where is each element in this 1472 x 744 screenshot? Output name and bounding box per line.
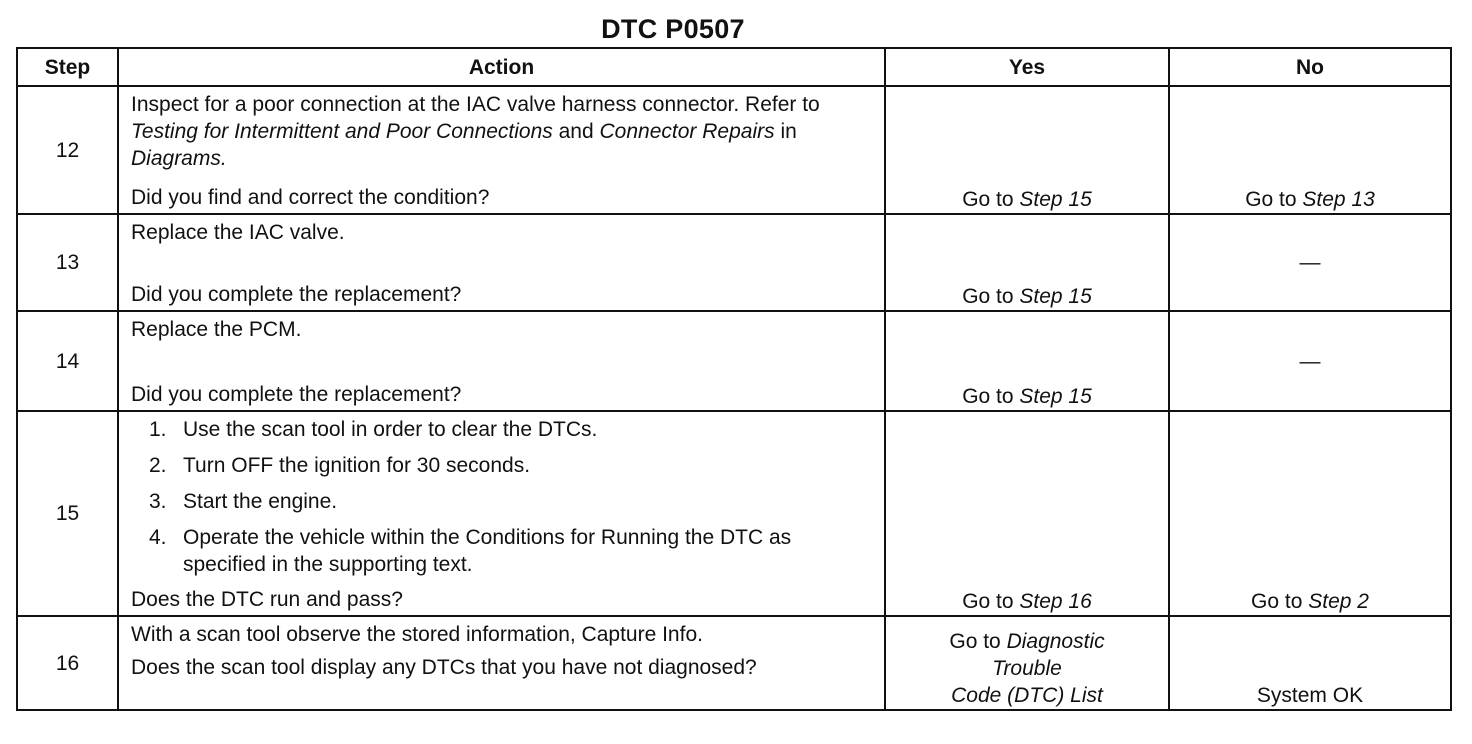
- yes-prefix: Go to: [962, 285, 1020, 308]
- substep-text: Turn OFF the ignition for 30 seconds.: [183, 454, 531, 477]
- yes-diagnostic-link[interactable]: Trouble: [992, 657, 1062, 680]
- list-item: [131, 416, 874, 443]
- action-text-intro: Inspect for a poor connection at the IAC valve harness connector. Refer to: [131, 93, 820, 116]
- action-cell: [118, 214, 885, 311]
- no-dash: —: [1299, 349, 1321, 373]
- action-cell: [118, 311, 885, 411]
- action-question: Did you find and correct the condition?: [131, 186, 490, 209]
- no-cell: [1169, 86, 1451, 214]
- reference-link[interactable]: Diagrams.: [131, 147, 227, 170]
- header-step: Step: [17, 48, 118, 86]
- substep-text: Operate the vehicle within the Conditions for Running the DTC as specified in the supporting text.: [183, 526, 792, 576]
- no-cell: [1169, 214, 1451, 311]
- list-item: [131, 452, 874, 479]
- step-number: 15: [17, 411, 118, 616]
- yes-line-1: [886, 628, 1168, 655]
- yes-cell: [885, 616, 1169, 710]
- yes-diagnostic-link[interactable]: Code (DTC) List: [951, 684, 1103, 707]
- yes-step-link[interactable]: Step 15: [1019, 385, 1092, 408]
- no-step-link[interactable]: Step 2: [1308, 590, 1369, 613]
- table-header-row: [17, 48, 1451, 86]
- reference-link[interactable]: Connector Repairs: [599, 120, 775, 143]
- table-row: [17, 616, 1451, 710]
- action-question: Did you complete the replacement?: [131, 383, 462, 406]
- action-cell: [118, 616, 885, 710]
- action-question: Does the DTC run and pass?: [131, 588, 403, 611]
- yes-prefix: Go to: [962, 590, 1020, 613]
- no-dash: —: [1299, 251, 1321, 274]
- substep-number: 3.: [149, 490, 167, 513]
- table-row: [17, 86, 1451, 214]
- yes-cell: [885, 214, 1169, 311]
- reference-link[interactable]: Testing for Intermittent and Poor Connections: [131, 120, 553, 143]
- dtc-diagnostic-table: [16, 47, 1452, 711]
- yes-line-3: [886, 682, 1168, 709]
- substep-text: Start the engine.: [183, 490, 338, 513]
- substep-text: Use the scan tool in order to clear the DTCs.: [183, 418, 598, 441]
- action-text-joiner: in: [774, 120, 797, 143]
- no-cell: [1169, 311, 1451, 411]
- step-number: 13: [17, 214, 118, 311]
- yes-cell: [885, 86, 1169, 214]
- action-text-joiner: and: [552, 120, 600, 143]
- no-cell: [1169, 616, 1451, 710]
- header-no: No: [1169, 48, 1451, 86]
- no-prefix: Go to: [1251, 590, 1309, 613]
- yes-prefix: Go to: [962, 385, 1020, 408]
- yes-line-2: [886, 655, 1168, 682]
- yes-diagnostic-link[interactable]: Diagnostic: [1006, 630, 1105, 653]
- yes-prefix: Go to: [962, 188, 1020, 211]
- yes-prefix: Go to: [949, 630, 1007, 653]
- action-cell: [118, 86, 885, 214]
- step-number: 14: [17, 311, 118, 411]
- list-item: [131, 488, 874, 515]
- table-row: [17, 214, 1451, 311]
- yes-step-link[interactable]: Step 15: [1019, 285, 1092, 308]
- step-number: 16: [17, 616, 118, 710]
- table-row: [17, 411, 1451, 616]
- list-item: [131, 524, 874, 578]
- action-text: [131, 91, 874, 172]
- header-yes: Yes: [885, 48, 1169, 86]
- action-question: Did you complete the replacement?: [131, 283, 462, 306]
- yes-cell: [885, 411, 1169, 616]
- yes-step-link[interactable]: Step 16: [1019, 590, 1092, 613]
- action-text: With a scan tool observe the stored information, Capture Info.: [131, 623, 703, 646]
- table-row: [17, 311, 1451, 411]
- no-result: System OK: [1256, 684, 1364, 707]
- substep-list: [131, 416, 874, 578]
- no-cell: [1169, 411, 1451, 616]
- action-text: Replace the IAC valve.: [131, 221, 345, 244]
- yes-step-link[interactable]: Step 15: [1019, 188, 1092, 211]
- substep-number: 4.: [149, 526, 167, 549]
- substep-number: 2.: [149, 454, 167, 477]
- step-number: 12: [17, 86, 118, 214]
- yes-cell: [885, 311, 1169, 411]
- substep-number: 1.: [149, 418, 167, 441]
- header-action: Action: [118, 48, 885, 86]
- action-question: Does the scan tool display any DTCs that you have not diagnosed?: [131, 656, 757, 679]
- page-title: DTC P0507: [601, 14, 745, 44]
- no-step-link[interactable]: Step 13: [1302, 188, 1375, 211]
- no-prefix: Go to: [1245, 188, 1303, 211]
- action-text: Replace the PCM.: [131, 318, 302, 341]
- action-cell: [118, 411, 885, 616]
